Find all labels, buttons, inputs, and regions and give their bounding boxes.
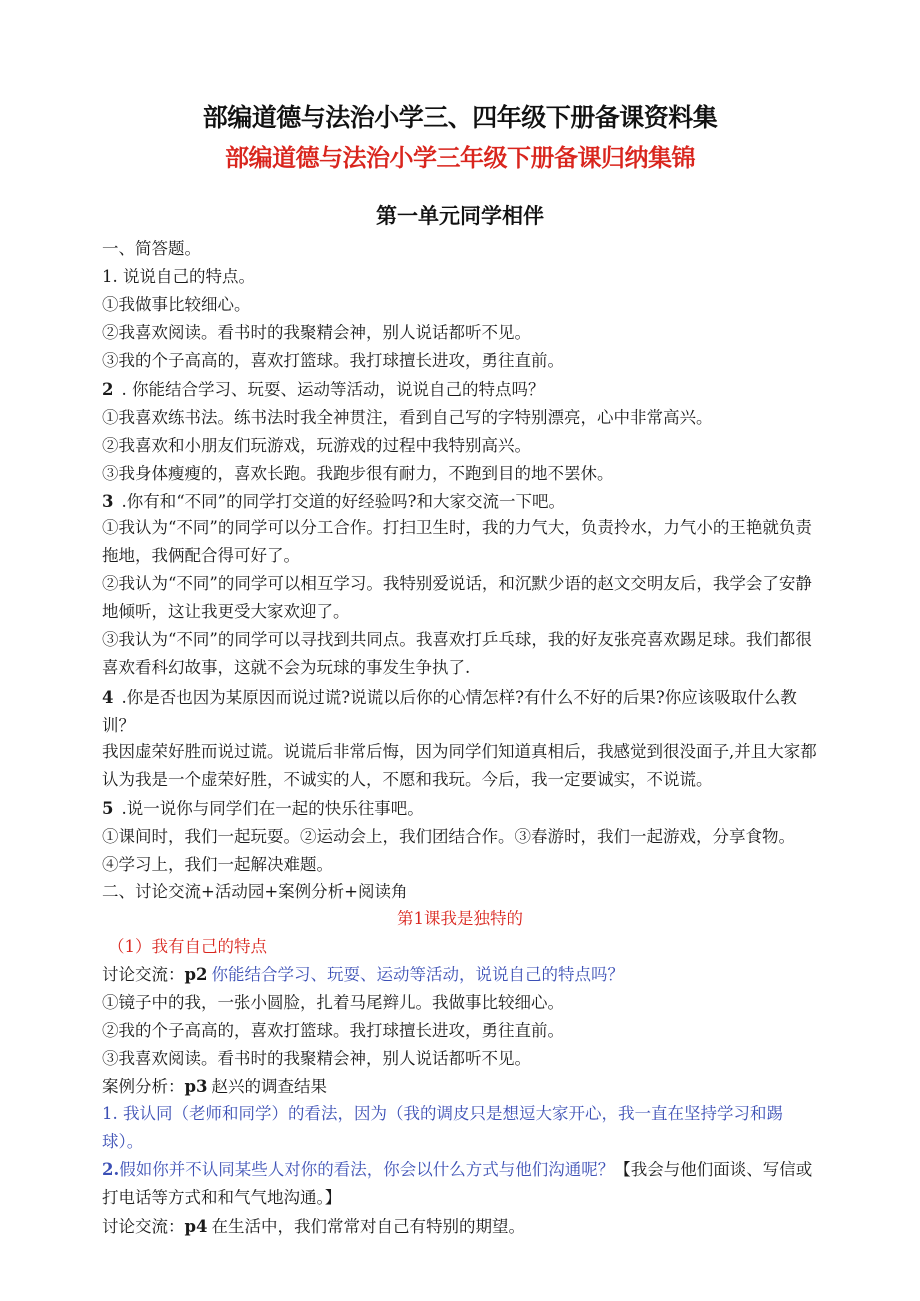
page-ref: p2: [184, 965, 208, 984]
question-text: 假如你并不认同某些人对你的看法，你会以什么方式与他们沟通呢？: [119, 1160, 615, 1179]
answer-paragraph: ①我认为“不同”的同学可以分工合作。打扫卫生时，我的力气大，负责拎水，力气小的王艳就负责拖地，我俩配合得可好了。: [102, 518, 812, 565]
page-ref: p3: [184, 1077, 208, 1096]
case-analysis-line: [102, 1076, 822, 1098]
question-number: 2.: [102, 1160, 120, 1179]
discussion-line: [102, 964, 822, 986]
discussion-label: 讨论交流：: [102, 1217, 185, 1236]
case-label: 案例分析：: [102, 1077, 185, 1096]
discussion-text: 在生活中，我们常常对自己有特别的期望。: [211, 1217, 526, 1236]
section-heading-short-answer: 一、简答题。: [102, 239, 201, 258]
question-3: [102, 491, 822, 513]
question-answer: 【我会与他们面谈、写信或打电话等方式和和气气地沟通。】: [102, 1160, 813, 1207]
discussion-question: 你能结合学习、玩耍、运动等活动，说说自己的特点吗？: [211, 965, 625, 984]
discussion-label: 讨论交流：: [102, 965, 185, 984]
answer-line: ①我做事比较细心。: [102, 295, 251, 314]
answer-line: ③我身体瘦瘦的，喜欢长跑。我跑步很有耐力，不跑到目的地不罢休。: [102, 464, 614, 483]
question-4: [102, 684, 822, 740]
subsection-heading: （1）我有自己的特点: [108, 937, 267, 956]
question-number: 4: [102, 688, 114, 707]
question-text: . 你能结合学习、玩耍、运动等活动，说说自己的特点吗？: [121, 380, 545, 399]
answer-paragraph: 我因虚荣好胜而说过谎。说谎后非常后悔，因为同学们知道真相后，我感觉到很没面子,并且大家都认为我是一个虚荣好胜，不诚实的人，不愿和我玩。今后，我一定要诚实，不说谎。: [102, 742, 817, 789]
case-question-2: [102, 1156, 822, 1212]
question-text: .你有和“不同”的同学打交道的好经验吗?和大家交流一下吧。: [121, 492, 565, 511]
question-2: [102, 379, 822, 401]
answer-paragraph: ②我认为“不同”的同学可以相互学习。我特别爱说话，和沉默少语的赵文交明友后，我学会了安静地倾听，这让我更受大家欢迎了。: [102, 574, 812, 621]
question-text: .你是否也因为某原因而说过谎?说谎以后你的心情怎样?有什么不好的后果?你应该吸取什么教训？: [102, 688, 797, 735]
answer-line: ①课间时，我们一起玩耍。②运动会上，我们团结合作。③春游时，我们一起游戏，分享食物。: [102, 827, 795, 846]
question-number: 2: [102, 380, 114, 399]
answer-line: ③我喜欢阅读。看书时的我聚精会神，别人说话都听不见。: [102, 1049, 531, 1068]
page-ref: p4: [184, 1217, 208, 1236]
section-heading-discussion: 二、讨论交流+活动园+案例分析+阅读角: [102, 882, 408, 901]
question-number: 5: [102, 799, 114, 818]
answer-line: ②我的个子高高的，喜欢打篮球。我打球擅长进攻，勇往直前。: [102, 1021, 564, 1040]
case-title: 赵兴的调查结果: [211, 1077, 328, 1096]
discussion-line: [102, 1216, 822, 1238]
case-answer-1: 1. 我认同（老师和同学）的看法，因为（我的调皮只是想逗大家开心，我一直在坚持学习和踢球）。: [102, 1104, 783, 1151]
question-text: .说一说你与同学们在一起的快乐往事吧。: [121, 799, 424, 818]
answer-paragraph: ③我认为“不同”的同学可以寻找到共同点。我喜欢打乒乓球，我的好友张亮喜欢踢足球。我们都很喜欢看科幻故事，这就不会为玩球的事发生争执了.: [102, 630, 812, 677]
answer-line: ④学习上，我们一起解决难题。: [102, 855, 333, 874]
unit-heading: 第一单元同学相伴: [376, 204, 544, 228]
document-subtitle: 部编道德与法治小学三年级下册备课归纳集锦: [225, 144, 695, 172]
question-5: [102, 798, 822, 820]
question-1: 1. 说说自己的特点。: [102, 267, 255, 286]
answer-line: ③我的个子高高的，喜欢打篮球。我打球擅长进攻，勇往直前。: [102, 351, 564, 370]
answer-line: ②我喜欢和小朋友们玩游戏，玩游戏的过程中我特别高兴。: [102, 436, 531, 455]
question-number: 3: [102, 492, 114, 511]
document-main-title: 部编道德与法治小学三、四年级下册备课资料集: [202, 103, 718, 132]
answer-line: ①镜子中的我，一张小圆脸，扎着马尾辫儿。我做事比较细心。: [102, 993, 564, 1012]
answer-line: ②我喜欢阅读。看书时的我聚精会神，别人说话都听不见。: [102, 323, 531, 342]
lesson-title: 第1课我是独特的: [397, 909, 523, 928]
answer-line: ①我喜欢练书法。练书法时我全神贯注，看到自己写的字特别漂亮，心中非常高兴。: [102, 408, 713, 427]
